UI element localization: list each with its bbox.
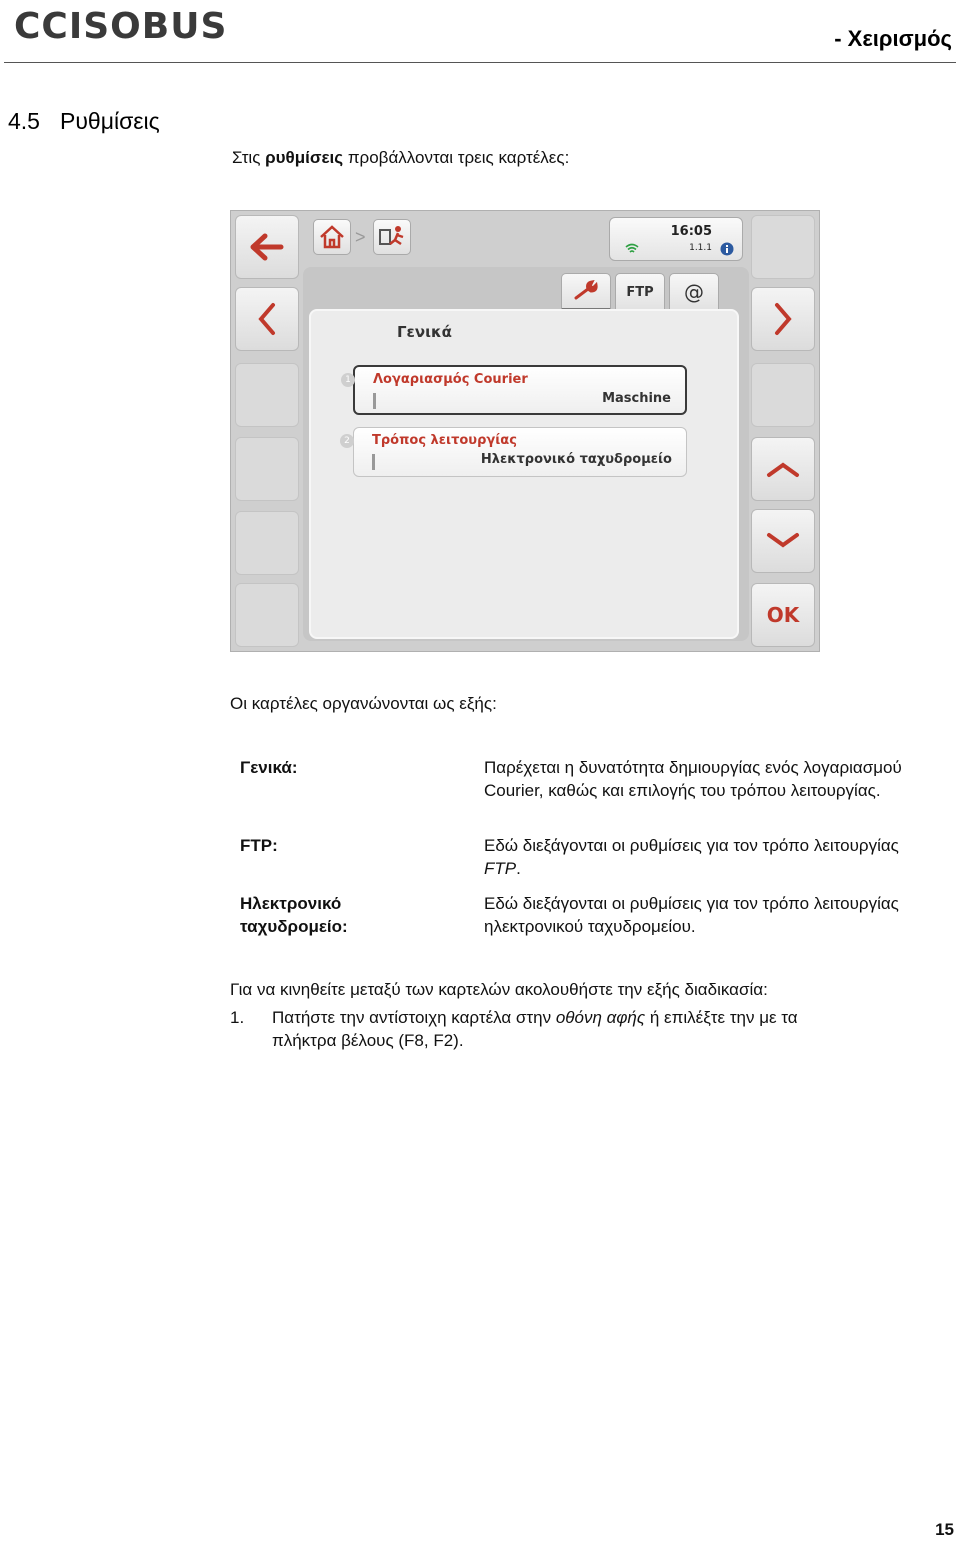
breadcrumb-separator: > [355, 227, 366, 247]
desc-email: Εδώ διεξάγονται οι ρυθμίσεις για τον τρόπο λειτουργίας ηλεκτρονικού ταχυδρομείου. [484, 894, 899, 936]
term-email-line2: ταχυδρομείο: [240, 917, 348, 936]
intro-prefix: Στις [232, 148, 266, 167]
intro-text [232, 148, 569, 168]
page-number: 15 [935, 1520, 954, 1539]
intro-suffix: προβάλλονται τρεις καρτέλες: [343, 148, 570, 167]
tab-ftp[interactable]: FTP [615, 273, 665, 311]
terminal-screenshot [230, 210, 820, 652]
home-icon [318, 224, 346, 250]
desc-ftp-italic: FTP [484, 859, 517, 878]
field-value: Ηλεκτρονικό ταχυδρομείο [480, 452, 672, 467]
tab-general[interactable] [561, 273, 611, 311]
home-button[interactable] [313, 219, 351, 255]
step-suffix: ή επιλέξτε την με τα [645, 1008, 798, 1027]
step-text [272, 1006, 932, 1052]
field-index: 1 [341, 373, 355, 387]
desc-ftp-prefix: Εδώ διεξάγονται οι ρυθμίσεις για τον τρόπο λειτουργίας [484, 836, 899, 855]
wrench-icon [572, 280, 600, 302]
empty-softkey-l6[interactable] [235, 583, 299, 647]
section-title: Ρυθμίσεις [60, 108, 160, 134]
down-softkey[interactable] [751, 509, 815, 573]
status-panel [609, 217, 743, 261]
section-number: 4.5 [8, 108, 40, 134]
empty-softkey-r3[interactable] [751, 363, 815, 427]
empty-softkey-r1[interactable] [751, 215, 815, 279]
status-time: 16:05 [670, 224, 712, 239]
logo-text: CCISOBUS [14, 5, 228, 47]
isobus-logo [14, 6, 227, 46]
next-softkey[interactable] [751, 287, 815, 351]
status-version: 1.1.1 [689, 243, 712, 253]
field-index: 2 [340, 434, 354, 448]
arrow-left-icon [249, 232, 285, 262]
exit-run-icon [377, 224, 407, 250]
chevron-left-icon [255, 301, 279, 337]
empty-softkey-l5[interactable] [235, 511, 299, 575]
step-number: 1. [230, 1008, 245, 1027]
operating-mode-field[interactable] [344, 427, 687, 477]
tab-email[interactable]: @ [669, 273, 719, 311]
field-cursor [372, 454, 375, 470]
organize-text: Οι καρτέλες οργανώνονται ως εξής: [230, 694, 497, 713]
section-heading [8, 108, 160, 135]
field-cursor [373, 393, 376, 409]
step-line2: πλήκτρα βέλους (F8, F2). [272, 1031, 464, 1050]
exit-button[interactable] [373, 219, 411, 255]
term-email [240, 892, 348, 938]
term-email-line1: Ηλεκτρονικό [240, 894, 342, 913]
field-label: Λογαριασμός Courier [373, 372, 528, 387]
ok-label: OK [766, 603, 800, 627]
field-label: Τρόπος λειτουργίας [372, 433, 517, 448]
settings-panel [309, 309, 739, 639]
desc-ftp-suffix: . [516, 859, 521, 878]
chevron-up-icon [765, 459, 801, 479]
term-ftp: FTP: [240, 836, 278, 855]
previous-softkey[interactable] [235, 287, 299, 351]
step-prefix: Πατήστε την αντίστοιχη καρτέλα στην [272, 1008, 556, 1027]
courier-account-field[interactable] [345, 365, 687, 415]
header-divider [4, 62, 956, 63]
back-softkey[interactable] [235, 215, 299, 279]
desc-ftp [484, 834, 904, 880]
empty-softkey-l4[interactable] [235, 437, 299, 501]
desc-general: Παρέχεται η δυνατότητα δημιουργίας ενός λογαριασμού Courier, καθώς και επιλογής του τρόπου λειτουργίας. [484, 758, 902, 800]
empty-softkey-l3[interactable] [235, 363, 299, 427]
ok-softkey[interactable] [751, 583, 815, 647]
chapter-title: - Χειρισμός [834, 26, 952, 51]
up-softkey[interactable] [751, 437, 815, 501]
chevron-right-icon [771, 301, 795, 337]
panel-title: Γενικά [397, 323, 452, 341]
step-italic: οθόνη αφής [555, 1008, 646, 1027]
navigation-intro: Για να κινηθείτε μεταξύ των καρτελών ακολουθήστε την εξής διαδικασία: [230, 980, 768, 999]
wifi-icon [624, 242, 640, 254]
intro-bold: ρυθμίσεις [265, 148, 344, 167]
field-value: Maschine [602, 391, 671, 406]
term-general: Γενικά: [240, 758, 298, 777]
info-icon [720, 242, 734, 256]
chevron-down-icon [765, 531, 801, 551]
